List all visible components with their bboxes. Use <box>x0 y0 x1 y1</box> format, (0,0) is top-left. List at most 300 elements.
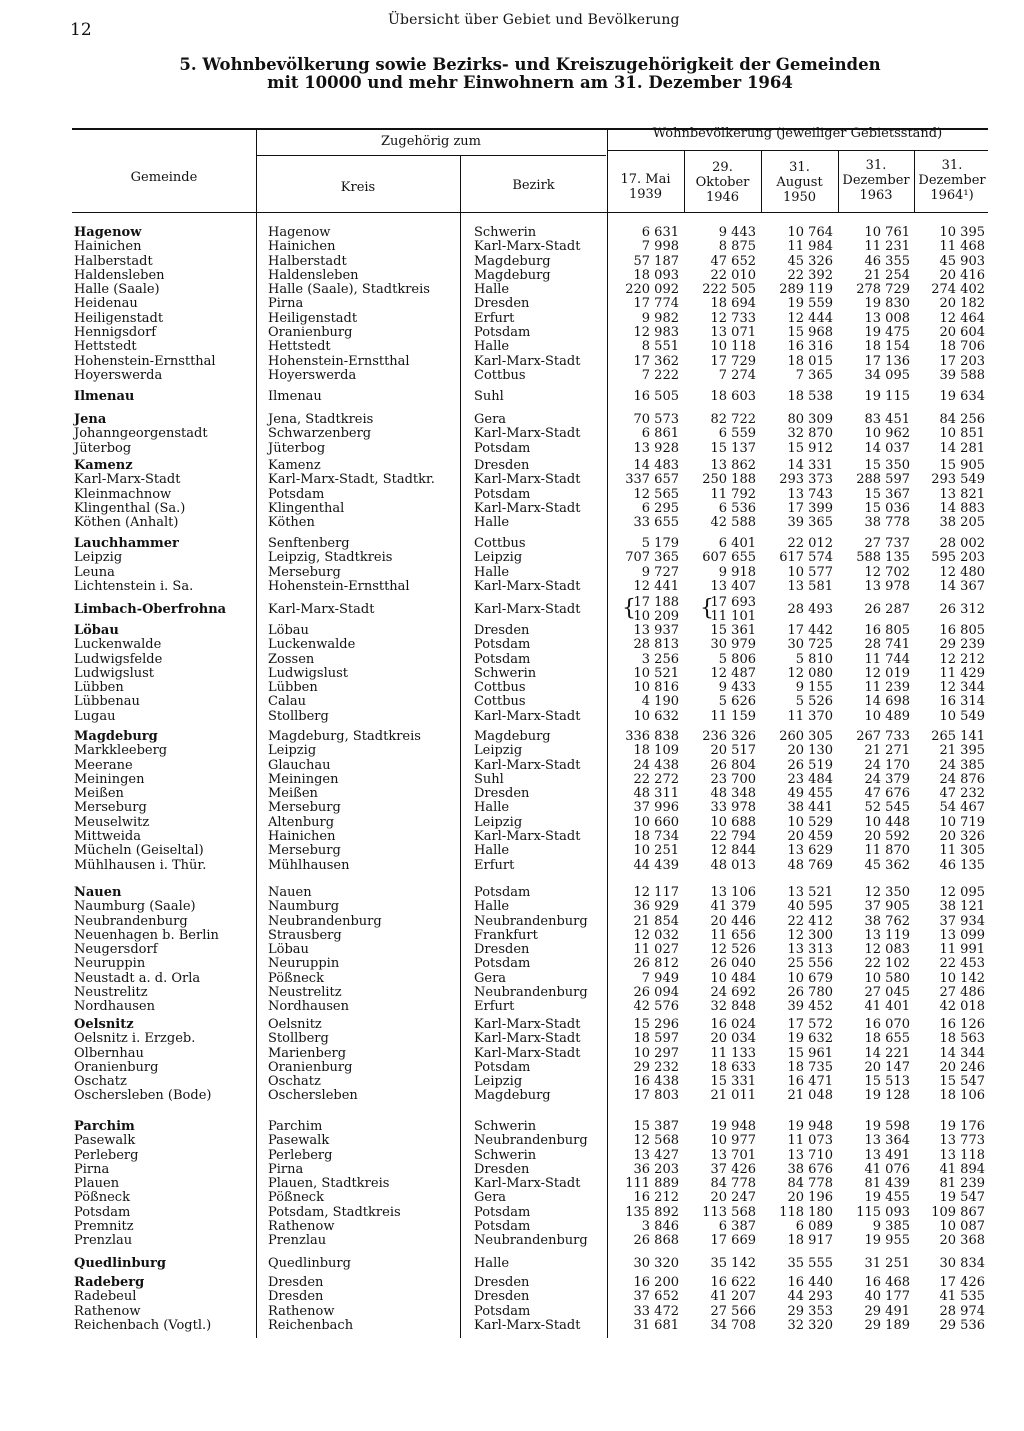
cell-1946: 32 848 <box>710 999 756 1015</box>
cell-1939: 10 816 <box>633 680 679 696</box>
cell-bezirk: Gera <box>474 970 507 986</box>
cell-1950: 23 484 <box>787 771 833 787</box>
cell-kreis: Leipzig, Stadtkreis <box>268 550 393 566</box>
table-row <box>0 801 1024 815</box>
cell-gemeinde: Karl-Marx-Stadt <box>74 472 181 488</box>
cell-1950: 6 089 <box>795 1219 833 1235</box>
cell-kreis: Löbau <box>268 942 309 958</box>
cell-bezirk: Halle <box>474 843 510 859</box>
cell-1963: 52 545 <box>864 800 910 816</box>
cell-1946: 47 652 <box>710 253 756 269</box>
cell-bezirk: Leipzig <box>474 743 523 759</box>
cell-kreis: Pasewalk <box>268 1133 330 1149</box>
cell-1950: 13 629 <box>787 843 833 859</box>
cell-1939: 18 109 <box>633 743 679 759</box>
cell-bezirk: Dresden <box>474 1289 530 1305</box>
cell-bezirk: Dresden <box>474 296 530 312</box>
table-row <box>0 1276 1024 1290</box>
cell-bezirk: Neubrandenburg <box>474 913 588 929</box>
cell-bezirk: Dresden <box>474 458 530 473</box>
cell-1946: 15 331 <box>710 1074 756 1090</box>
cell-gemeinde: Oschatz <box>74 1074 127 1090</box>
cell-1950: 289 119 <box>779 282 833 298</box>
cell-1950: 7 365 <box>795 367 833 383</box>
table-row <box>0 1061 1024 1075</box>
table-row <box>0 1075 1024 1089</box>
cell-1939: 30 320 <box>633 1256 679 1271</box>
cell-gemeinde: Radeberg <box>74 1275 145 1290</box>
cell-1963: 19 115 <box>864 389 910 404</box>
cell-bezirk: Karl-Marx-Stadt <box>474 1017 581 1032</box>
cell-1939: 4 190 <box>641 694 679 710</box>
cell-1946: 12 487 <box>710 665 756 681</box>
cell-1946: 18 694 <box>710 296 756 312</box>
cell-gemeinde: Naumburg (Saale) <box>74 899 196 915</box>
cell-1946: 17 729 <box>710 353 756 369</box>
cell-1963: 26 287 <box>864 602 910 617</box>
cell-gemeinde: Neustrelitz <box>74 985 148 1001</box>
cell-1939: 15 387 <box>633 1119 679 1134</box>
cell-kreis: Oelsnitz <box>268 1017 322 1032</box>
cell-1950: 45 326 <box>787 253 833 269</box>
table-row <box>0 1257 1024 1271</box>
table-row <box>0 730 1024 744</box>
cell-kreis: Köthen <box>268 515 315 531</box>
table-row <box>0 283 1024 297</box>
cell-1950: 12 080 <box>787 665 833 681</box>
cell-1946: 18 603 <box>710 389 756 404</box>
header-kreis: Kreis <box>340 180 376 195</box>
cell-1963: 278 729 <box>856 282 910 298</box>
cell-gemeinde: Leipzig <box>74 550 123 566</box>
cell-gemeinde: Neuenhagen b. Berlin <box>74 927 219 943</box>
cell-1939: 3 256 <box>641 651 679 667</box>
cell-1963: 10 489 <box>864 708 910 724</box>
cell-gemeinde: Oranienburg <box>74 1059 159 1075</box>
cell-kreis: Heiligenstadt <box>268 310 358 326</box>
cell-1939: 21 854 <box>633 913 679 929</box>
cell-1950: 38 441 <box>787 800 833 816</box>
header-date-1946-year: 1946 <box>705 190 740 205</box>
table-row <box>0 551 1024 565</box>
cell-1964: 29 239 <box>939 637 985 653</box>
cell-1950: 260 305 <box>779 729 833 744</box>
cell-1950: 11 073 <box>787 1133 833 1149</box>
cell-1950: 38 676 <box>787 1161 833 1177</box>
header-date-1964 <box>914 158 990 203</box>
table-row <box>0 255 1024 269</box>
cell-kreis: Quedlinburg <box>268 1256 351 1271</box>
cell-1963: 13 008 <box>864 310 910 326</box>
cell-1963: 16 070 <box>864 1017 910 1032</box>
table-row <box>0 516 1024 530</box>
cell-bezirk: Potsdam <box>474 1059 531 1075</box>
cell-1963: 46 355 <box>864 253 910 269</box>
cell-1950: 5 810 <box>795 651 833 667</box>
cell-1939: 10 251 <box>633 843 679 859</box>
cell-1939: 48 311 <box>633 786 679 802</box>
table-row <box>0 787 1024 801</box>
cell-1946: 9 918 <box>718 564 756 580</box>
row-group <box>0 730 1024 873</box>
cell-1946: 20 446 <box>710 913 756 929</box>
cell-gemeinde: Halle (Saale) <box>74 282 160 298</box>
header-bezirk: Bezirk <box>512 178 555 193</box>
cell-1939: 17 803 <box>633 1088 679 1104</box>
cell-kreis: Ilmenau <box>268 389 322 404</box>
table-row <box>0 473 1024 487</box>
cell-1946: 41 207 <box>710 1289 756 1305</box>
cell-1964: 265 141 <box>931 729 985 744</box>
cell-1963: 13 491 <box>864 1147 910 1163</box>
cell-kreis: Meiningen <box>268 771 339 787</box>
cell-gemeinde: Jena <box>74 412 107 427</box>
cell-1950: 5 526 <box>795 694 833 710</box>
cell-1964: 14 883 <box>939 500 985 516</box>
cell-1964: 20 326 <box>939 829 985 845</box>
cell-bezirk: Potsdam <box>474 440 531 456</box>
cell-1939: 8 551 <box>641 339 679 355</box>
cell-kreis: Reichenbach <box>268 1317 354 1333</box>
cell-1964: 54 467 <box>939 800 985 816</box>
cell-kreis: Neubrandenburg <box>268 913 382 929</box>
cell-1964: 47 232 <box>939 786 985 802</box>
cell-1946: 82 722 <box>710 412 756 427</box>
cell-kreis: Halle (Saale), Stadtkreis <box>268 282 430 298</box>
cell-1950: 617 574 <box>779 550 833 566</box>
cell-1964: 38 121 <box>939 899 985 915</box>
cell-1946: 27 566 <box>710 1303 756 1319</box>
cell-1950: 39 365 <box>787 515 833 531</box>
cell-1964: 20 604 <box>939 325 985 341</box>
cell-gemeinde: Hainichen <box>74 239 142 255</box>
cell-1963: 31 251 <box>864 1256 910 1271</box>
cell-1939: 18 734 <box>633 829 679 845</box>
cell-1964: 16 805 <box>939 623 985 638</box>
cell-1946: 22 010 <box>710 267 756 283</box>
cell-1963: 11 744 <box>864 651 910 667</box>
table-row <box>0 226 1024 240</box>
cell-1950: 15 968 <box>787 325 833 341</box>
cell-1950: 10 764 <box>787 225 833 240</box>
cell-kreis: Jena, Stadtkreis <box>268 412 374 427</box>
table-row <box>0 929 1024 943</box>
cell-1939: 17 362 <box>633 353 679 369</box>
cell-gemeinde: Oschersleben (Bode) <box>74 1088 212 1104</box>
cell-1964: 13 773 <box>939 1133 985 1149</box>
cell-1950: 18 538 <box>787 389 833 404</box>
cell-kreis: Naumburg <box>268 899 340 915</box>
cell-kreis: Hettstedt <box>268 339 331 355</box>
header-divider-wohnbev <box>607 150 988 151</box>
cell-1964: 10 549 <box>939 708 985 724</box>
cell-1963: 28 741 <box>864 637 910 653</box>
cell-bezirk: Erfurt <box>474 857 515 873</box>
cell-bezirk: Halle <box>474 282 510 298</box>
cell-1946: 11 101 <box>710 609 756 625</box>
table-row <box>0 816 1024 830</box>
cell-1939: 31 681 <box>633 1317 679 1333</box>
cell-bezirk: Erfurt <box>474 310 515 326</box>
cell-1964: 12 095 <box>939 885 985 900</box>
cell-1963: 14 037 <box>864 440 910 456</box>
cell-1939: 22 272 <box>633 771 679 787</box>
cell-bezirk: Suhl <box>474 389 504 404</box>
cell-1950: 15 912 <box>787 440 833 456</box>
cell-kreis: Strausberg <box>268 927 342 943</box>
row-group <box>0 537 1024 594</box>
row-group <box>0 1120 1024 1249</box>
cell-kreis: Nauen <box>268 885 312 900</box>
cell-bezirk: Leipzig <box>474 814 523 830</box>
cell-bezirk: Karl-Marx-Stadt <box>474 472 581 488</box>
cell-1963: 15 513 <box>864 1074 910 1090</box>
cell-bezirk: Halle <box>474 339 510 355</box>
cell-1963: 37 905 <box>864 899 910 915</box>
cell-1946: 16 622 <box>710 1275 756 1290</box>
cell-gemeinde: Parchim <box>74 1119 135 1134</box>
row-group <box>0 413 1024 456</box>
cell-1946: 12 844 <box>710 843 756 859</box>
cell-1964: 17 426 <box>939 1275 985 1290</box>
cell-1963: 34 095 <box>864 367 910 383</box>
cell-1964: 13 099 <box>939 927 985 943</box>
cell-gemeinde: Potsdam <box>74 1204 131 1220</box>
cell-kreis: Nordhausen <box>268 999 349 1015</box>
cell-bezirk: Halle <box>474 1256 510 1271</box>
cell-bezirk: Dresden <box>474 1161 530 1177</box>
cell-1946: 41 379 <box>710 899 756 915</box>
page-number: 12 <box>70 20 92 40</box>
cell-kreis: Kamenz <box>268 458 321 473</box>
cell-1964: 13 118 <box>939 1147 985 1163</box>
cell-1939: 10 297 <box>633 1045 679 1061</box>
cell-kreis: Jüterbog <box>268 440 326 456</box>
cell-1963: 38 778 <box>864 515 910 531</box>
running-head: Übersicht über Gebiet und Bevölkerung <box>388 12 680 28</box>
cell-1950: 26 780 <box>787 985 833 1001</box>
cell-1964: 28 974 <box>939 1303 985 1319</box>
cell-gemeinde: Meerane <box>74 757 133 773</box>
cell-1950: 80 309 <box>787 412 833 427</box>
cell-1963: 45 362 <box>864 857 910 873</box>
header-date-1963 <box>838 158 914 203</box>
cell-1950: 9 155 <box>795 680 833 696</box>
cell-1950: 16 471 <box>787 1074 833 1090</box>
cell-kreis: Oschersleben <box>268 1088 358 1104</box>
cell-gemeinde: Löbau <box>74 623 119 638</box>
cell-1963: 27 737 <box>864 536 910 551</box>
cell-1939: 11 027 <box>633 942 679 958</box>
cell-1963: 22 102 <box>864 956 910 972</box>
cell-kreis: Pirna <box>268 1161 304 1177</box>
cell-1964: 14 281 <box>939 440 985 456</box>
cell-kreis: Merseburg <box>268 564 341 580</box>
cell-kreis: Pirna <box>268 296 304 312</box>
cell-1963: 12 019 <box>864 665 910 681</box>
cell-gemeinde: Hettstedt <box>74 339 137 355</box>
header-date-1950 <box>761 160 838 205</box>
table-row <box>0 744 1024 758</box>
table-row <box>0 1149 1024 1163</box>
cell-1963: 21 254 <box>864 267 910 283</box>
cell-1964: 11 991 <box>939 942 985 958</box>
cell-1946: 18 633 <box>710 1059 756 1075</box>
cell-1950: 25 556 <box>787 956 833 972</box>
cell-1963: 47 676 <box>864 786 910 802</box>
cell-1939: 10 521 <box>633 665 679 681</box>
cell-1964: 16 126 <box>939 1017 985 1032</box>
cell-1963: 15 036 <box>864 500 910 516</box>
cell-1950: 293 373 <box>779 472 833 488</box>
cell-1964: 11 468 <box>939 239 985 255</box>
cell-1950: 29 353 <box>787 1303 833 1319</box>
cell-1963: 21 271 <box>864 743 910 759</box>
header-date-1963-month: Dezember <box>842 173 910 188</box>
cell-1946: 607 655 <box>702 550 756 566</box>
cell-1939: 6 631 <box>641 225 679 240</box>
cell-1964: 274 402 <box>931 282 985 298</box>
cell-kreis: Rathenow <box>268 1219 335 1235</box>
header-date-1946-day: 29. <box>712 160 733 175</box>
cell-1946: 10 977 <box>710 1133 756 1149</box>
cell-1964: 84 256 <box>939 412 985 427</box>
row-group <box>0 1018 1024 1104</box>
cell-1946: 11 159 <box>710 708 756 724</box>
cell-1950: 12 300 <box>787 927 833 943</box>
cell-1946: 11 656 <box>710 927 756 943</box>
cell-kreis: Neustrelitz <box>268 985 342 1001</box>
cell-bezirk: Leipzig <box>474 1074 523 1090</box>
row-group <box>0 596 1024 625</box>
table-row <box>0 340 1024 354</box>
cell-gemeinde: Jüterbog <box>74 440 132 456</box>
table-row <box>0 1089 1024 1103</box>
cell-kreis: Karl-Marx-Stadt, Stadtkr. <box>268 472 435 488</box>
cell-1946: 48 348 <box>710 786 756 802</box>
table-row <box>0 773 1024 787</box>
cell-1964: 12 464 <box>939 310 985 326</box>
cell-kreis: Oranienburg <box>268 325 353 341</box>
cell-1946: 17 693 <box>710 595 756 610</box>
cell-kreis: Magdeburg, Stadtkreis <box>268 729 421 744</box>
cell-bezirk: Schwerin <box>474 1119 537 1134</box>
cell-bezirk: Magdeburg <box>474 729 551 744</box>
cell-1963: 19 830 <box>864 296 910 312</box>
cell-1939: 26 094 <box>633 985 679 1001</box>
cell-1946: 23 700 <box>710 771 756 787</box>
cell-1939: 12 983 <box>633 325 679 341</box>
table-row <box>0 369 1024 383</box>
cell-1963: 13 978 <box>864 578 910 594</box>
cell-1946: 13 106 <box>710 885 756 900</box>
cell-kreis: Schwarzenberg <box>268 426 372 442</box>
cell-gemeinde: Hagenow <box>74 225 142 240</box>
cell-1950: 12 444 <box>787 310 833 326</box>
cell-bezirk: Gera <box>474 1190 507 1206</box>
cell-1950: 16 440 <box>787 1275 833 1290</box>
cell-bezirk: Cottbus <box>474 536 526 551</box>
cell-1964: 45 903 <box>939 253 985 269</box>
cell-1946: 19 948 <box>710 1119 756 1134</box>
cell-1946: 22 794 <box>710 829 756 845</box>
cell-1963: 267 733 <box>856 729 910 744</box>
cell-gemeinde: Mühlhausen i. Thür. <box>74 857 207 873</box>
cell-1964: 41 894 <box>939 1161 985 1177</box>
cell-1963: 20 147 <box>864 1059 910 1075</box>
cell-1964: 15 547 <box>939 1074 985 1090</box>
cell-gemeinde: Ludwigslust <box>74 665 155 681</box>
cell-1946: 250 188 <box>702 472 756 488</box>
cell-1950: 20 130 <box>787 743 833 759</box>
row-group <box>0 390 1024 404</box>
table-row <box>0 312 1024 326</box>
cell-1946: 12 733 <box>710 310 756 326</box>
cell-gemeinde: Ilmenau <box>74 389 135 404</box>
cell-1939: 16 212 <box>633 1190 679 1206</box>
cell-1964: 12 212 <box>939 651 985 667</box>
cell-gemeinde: Prenzlau <box>74 1233 133 1249</box>
cell-bezirk: Erfurt <box>474 999 515 1015</box>
cell-bezirk: Karl-Marx-Stadt <box>474 1317 581 1333</box>
cell-1950: 84 778 <box>787 1176 833 1192</box>
cell-1939: 17 188 <box>633 595 679 610</box>
cell-gemeinde: Neuruppin <box>74 956 146 972</box>
cell-1964: 46 135 <box>939 857 985 873</box>
cell-1964: 14 367 <box>939 578 985 594</box>
cell-bezirk: Magdeburg <box>474 267 551 283</box>
cell-1950: 35 555 <box>787 1256 833 1271</box>
cell-1946: 11 792 <box>710 486 756 502</box>
cell-kreis: Oschatz <box>268 1074 321 1090</box>
cell-1946: 15 137 <box>710 440 756 456</box>
cell-kreis: Hoyerswerda <box>268 367 357 383</box>
cell-1964: 20 246 <box>939 1059 985 1075</box>
cell-1939: 337 657 <box>625 472 679 488</box>
cell-1964: 81 239 <box>939 1176 985 1192</box>
cell-bezirk: Karl-Marx-Stadt <box>474 239 581 255</box>
cell-1939: 12 117 <box>633 885 679 900</box>
cell-gemeinde: Johanngeorgenstadt <box>74 426 208 442</box>
cell-bezirk: Neubrandenburg <box>474 1233 588 1249</box>
cell-1964: 10 851 <box>939 426 985 442</box>
cell-gemeinde: Hohenstein-Ernstthal <box>74 353 216 369</box>
cell-1950: 32 320 <box>787 1317 833 1333</box>
cell-gemeinde: Meuselwitz <box>74 814 150 830</box>
cell-1946: 33 978 <box>710 800 756 816</box>
cell-1946: 24 692 <box>710 985 756 1001</box>
cell-kreis: Pößneck <box>268 1190 324 1206</box>
table-title-line2: mit 10000 und mehr Einwohnern am 31. Dezember 1964 <box>267 73 793 92</box>
cell-1964: 27 486 <box>939 985 985 1001</box>
cell-1939: 16 438 <box>633 1074 679 1090</box>
cell-1964: 20 416 <box>939 267 985 283</box>
cell-bezirk: Magdeburg <box>474 253 551 269</box>
cell-1950: 14 331 <box>787 458 833 473</box>
cell-1963: 19 598 <box>864 1119 910 1134</box>
cell-bezirk: Karl-Marx-Stadt <box>474 708 581 724</box>
cell-1939: 33 655 <box>633 515 679 531</box>
cell-kreis: Karl-Marx-Stadt <box>268 602 375 617</box>
cell-1950: 26 519 <box>787 757 833 773</box>
cell-gemeinde: Pirna <box>74 1161 110 1177</box>
cell-gemeinde: Neubrandenburg <box>74 913 188 929</box>
cell-1963: 18 154 <box>864 339 910 355</box>
cell-1946: 20 517 <box>710 743 756 759</box>
cell-gemeinde: Lauchhammer <box>74 536 179 551</box>
cell-1964: 12 344 <box>939 680 985 696</box>
cell-1946: 236 326 <box>702 729 756 744</box>
